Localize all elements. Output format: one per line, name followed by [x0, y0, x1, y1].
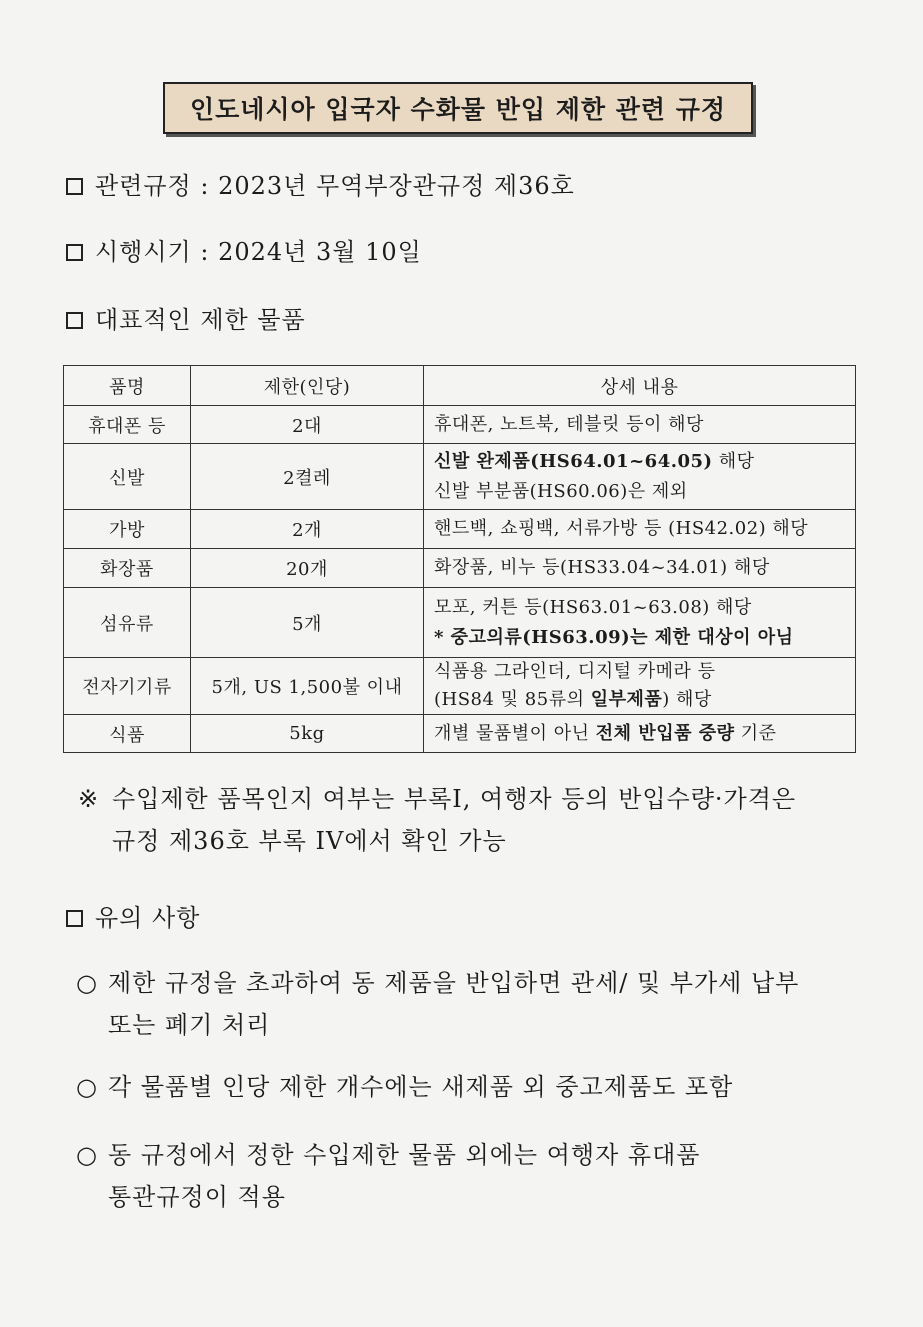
- detail-text: 모포, 커튼 등(HS63.01~63.08) 해당: [434, 596, 752, 618]
- note-line: 수입제한 품목인지 여부는 부록I, 여행자 등의 반입수량·가격은: [112, 785, 797, 813]
- table-row: [64, 406, 856, 444]
- cell-detail: [424, 658, 856, 715]
- checkbox-square-icon: [66, 178, 83, 195]
- caution-text: 또는 폐기 처리: [108, 1011, 271, 1039]
- cell-detail: [424, 715, 856, 753]
- detail-bold-text: * 중고의류(HS63.09)는 제한 대상이 아님: [434, 626, 794, 648]
- cell-name: 섬유류: [64, 588, 191, 658]
- restriction-table: [63, 365, 856, 753]
- caution-item: [76, 1066, 733, 1108]
- circle-bullet-icon: ○: [76, 1141, 98, 1169]
- checkbox-square-icon: [66, 910, 83, 927]
- caution-text: 각 물품별 인당 제한 개수에는 새제품 외 중고제품도 포함: [108, 1073, 734, 1101]
- caution-item: [76, 1134, 700, 1218]
- cell-name: 전자기기류: [64, 658, 191, 715]
- caution-heading-line: [66, 898, 200, 933]
- detail-text: 기준: [734, 722, 777, 744]
- checkbox-square-icon: [66, 244, 83, 261]
- cell-detail: 핸드백, 쇼핑백, 서류가방 등 (HS42.02) 해당: [424, 510, 856, 549]
- cell-limit: 5개: [191, 588, 424, 658]
- effective-label: 시행시기: [95, 238, 192, 266]
- effective-line: 시행시기 : 2024년 3월 10일: [66, 232, 422, 267]
- items-heading: 대표적인 제한 물품: [95, 306, 306, 334]
- effective-value: 2024년 3월 10일: [218, 238, 422, 266]
- cell-limit: 5kg: [191, 715, 424, 753]
- caution-item: [76, 962, 799, 1046]
- cell-name: 가방: [64, 510, 191, 549]
- regulation-label: 관련규정: [95, 172, 192, 200]
- cell-detail: [424, 444, 856, 510]
- cell-detail: 화장품, 비누 등(HS33.04~34.01) 해당: [424, 549, 856, 588]
- table-header-row: [64, 366, 856, 406]
- table-row: [64, 658, 856, 715]
- reference-note: [78, 778, 796, 862]
- caution-heading: 유의 사항: [95, 904, 201, 932]
- header-limit: 제한(인당): [191, 366, 424, 406]
- detail-text: 식품용 그라인더, 디지털 카메라 등: [434, 661, 716, 682]
- regulation-line: 관련규정 : 2023년 무역부장관규정 제36호: [66, 166, 575, 201]
- cell-limit: 2켤레: [191, 444, 424, 510]
- detail-bold-text: 전체 반입품 중량: [595, 722, 735, 744]
- cell-name: 식품: [64, 715, 191, 753]
- caution-text: 통관규정이 적용: [108, 1183, 286, 1211]
- regulation-value: 2023년 무역부장관규정 제36호: [218, 172, 575, 200]
- cell-name: 휴대폰 등: [64, 406, 191, 444]
- caution-text: 동 규정에서 정한 수입제한 물품 외에는 여행자 휴대품: [108, 1141, 701, 1169]
- cell-limit: 5개, US 1,500불 이내: [191, 658, 424, 715]
- circle-bullet-icon: ○: [76, 969, 98, 997]
- detail-text: 해당: [712, 450, 755, 472]
- table-row: [64, 444, 856, 510]
- detail-text: (HS84 및 85류의: [434, 689, 591, 710]
- table-row: [64, 510, 856, 549]
- page-title: 인도네시아 입국자 수화물 반입 제한 관련 규정: [163, 82, 753, 134]
- cell-name: 신발: [64, 444, 191, 510]
- detail-bold-text: 신발 완제품(HS64.01~64.05): [434, 450, 713, 472]
- cell-detail: [424, 588, 856, 658]
- detail-text: ) 해당: [662, 689, 712, 710]
- checkbox-square-icon: [66, 312, 83, 329]
- items-heading-line: [66, 300, 306, 335]
- detail-bold-text: 일부제품: [590, 689, 663, 710]
- detail-text: 개별 물품별이 아닌: [434, 722, 596, 744]
- header-detail: 상세 내용: [424, 366, 856, 406]
- cell-limit: 2대: [191, 406, 424, 444]
- circle-bullet-icon: ○: [76, 1073, 98, 1101]
- reference-mark-icon: ※: [78, 785, 100, 813]
- caution-text: 제한 규정을 초과하여 동 제품을 반입하면 관세/ 및 부가세 납부: [108, 969, 800, 997]
- table-row: [64, 715, 856, 753]
- cell-name: 화장품: [64, 549, 191, 588]
- cell-detail: 휴대폰, 노트북, 테블릿 등이 해당: [424, 406, 856, 444]
- table-row: [64, 549, 856, 588]
- note-line: 규정 제36호 부록 IV에서 확인 가능: [112, 827, 507, 855]
- header-name: 품명: [64, 366, 191, 406]
- detail-text: 신발 부분품(HS60.06)은 제외: [434, 480, 688, 502]
- table-row: [64, 588, 856, 658]
- cell-limit: 2개: [191, 510, 424, 549]
- cell-limit: 20개: [191, 549, 424, 588]
